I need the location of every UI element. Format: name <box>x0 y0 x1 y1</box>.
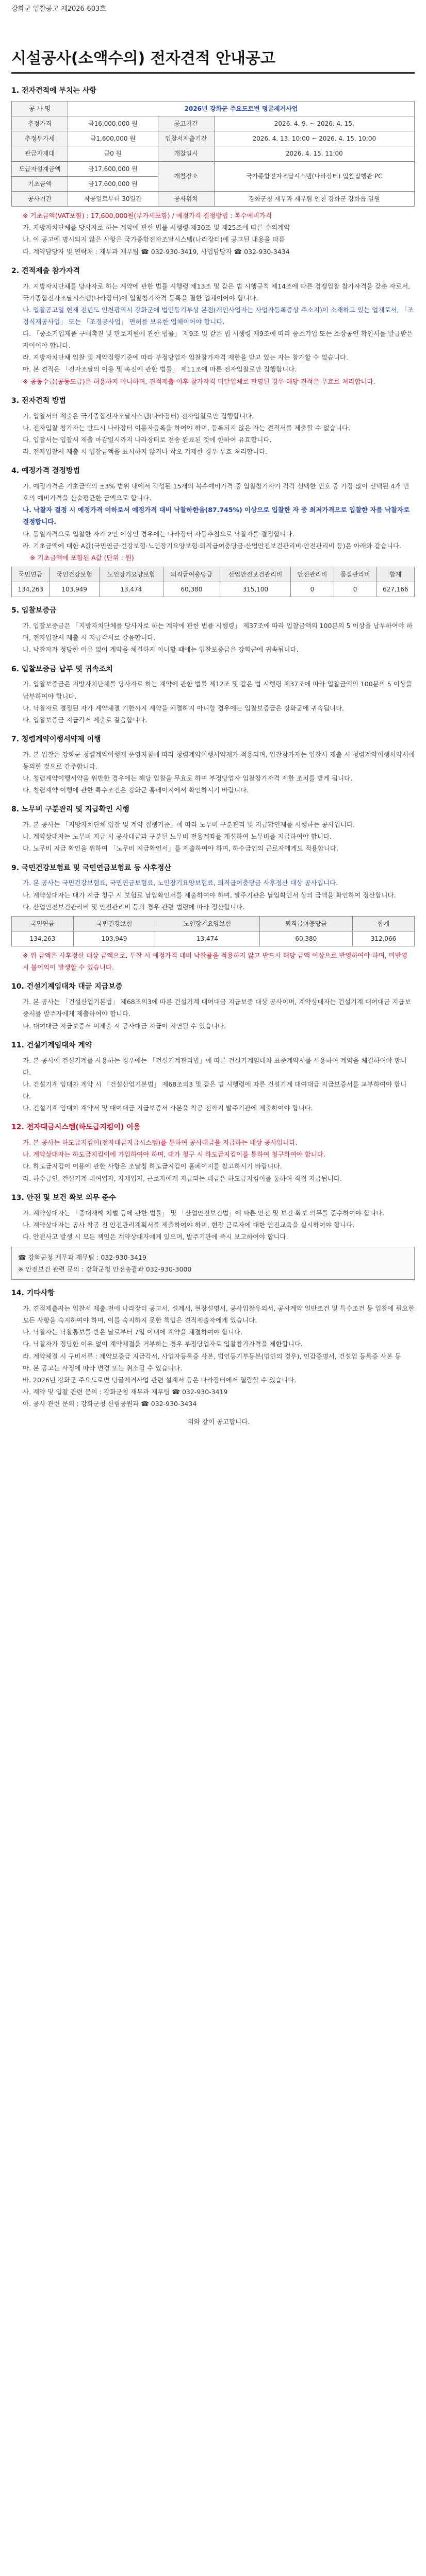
table-cell: 금17,600,000 원 <box>68 161 158 176</box>
list-item: 라. 기초금액에 대한 A값(국민연금·건강보험·노인장기요양보험·퇴직급여충당금·산업안전보건관리비·안전관리비 등)은 아래와 같습니다. <box>23 541 402 550</box>
table-cell: 2026. 4. 9. ~ 2026. 4. 15. <box>214 116 414 131</box>
list-item: 라. 전자입찰서 제출 시 입찰금액을 표시하지 않거나 착오 기재한 경우 무효 처리합니다. <box>23 447 268 455</box>
table-cell: 627,166 <box>376 582 414 597</box>
table-row <box>12 192 415 207</box>
list-item: 가. 본 공사는 「지방자치단체 입찰 및 계약 집행기준」에 따라 노무비 구분관리 및 지급확인제를 시행하는 공사입니다. <box>23 821 355 829</box>
list-item: 다. 건설기계 임대차 계약서 및 대여대금 지급보증서 사본을 착공 전까지 발주기관에 제출하여야 합니다. <box>23 1104 313 1112</box>
closing-text: 위와 같이 공고합니다. <box>187 1418 250 1426</box>
table-header: 합계 <box>353 916 415 931</box>
section-heading: 13. 안전 및 보건 확보 의무 준수 <box>11 1193 116 1202</box>
table-cell: 13,474 <box>155 931 260 946</box>
table-header: 국민연금 <box>12 567 50 582</box>
list-item: 아. 공사 관련 문의 : 강화군청 산림공원과 ☎ 032-930-3434 <box>23 1400 197 1408</box>
table-cell: 국가종합전자조달시스템(나라장터) 입찰집행관 PC <box>214 161 414 191</box>
list-item: 마. 본 공고는 사정에 따라 변경 또는 취소될 수 있습니다. <box>23 1364 183 1372</box>
table-cell: 134,263 <box>12 931 74 946</box>
list-item: 가. 본 공사는 하도급지킴이(전자대금지급시스템)를 통하여 공사대금을 지급하는 대상 공사입니다. <box>23 1139 298 1147</box>
title-block <box>11 45 415 74</box>
list-item: 나. 낙찰자 결정 시 예정가격 이하로서 예정가격 대비 낙찰하한율(87.745%) 이상으로 입찰한 자 중 최저가격으로 입찰한 자를 낙찰자로 결정합니다. <box>23 506 410 526</box>
list-item: 바. 2026년 강화군 주요도로변 덩굴제거사업 관련 설계서 등은 나라장터에서 열람할 수 있습니다. <box>23 1376 297 1384</box>
page-title: 시설공사(소액수의) 전자견적 안내공고 <box>11 49 275 67</box>
table-row <box>12 116 415 131</box>
table-header: 국민연금 <box>12 916 74 931</box>
table-cell: 개찰일시 <box>158 146 214 161</box>
list-item: 다. 동일가격으로 입찰한 자가 2인 이상인 경우에는 나라장터 자동추첨으로 낙찰자를 결정합니다. <box>23 530 294 538</box>
list-item: 나. 계약상대자는 대가 지급 청구 시 보험료 납입확인서를 제출하여야 하며, 발주기관은 납입확인서 상의 금액을 확인하여 정산합니다. <box>23 891 396 899</box>
table-cell: 312,066 <box>353 931 415 946</box>
list-item: 다. 입찰서는 입찰서 제출 마감일시까지 나라장터로 전송 완료된 것에 한하여 유효합니다. <box>23 435 272 444</box>
table-cell: 관급자재대 <box>12 146 68 161</box>
table-cell: 0 <box>334 582 376 597</box>
section-deposit-attribution <box>11 663 415 726</box>
section-equipment-lease <box>11 1039 415 1114</box>
title-divider <box>11 72 415 74</box>
section-heading: 2. 견적제출 참가자격 <box>11 266 80 275</box>
list-item: 가. 본 공사는 국민건강보험료, 국민연금보험료, 노인장기요양보험료, 퇴직급여충당금 사후정산 대상 공사입니다. <box>23 879 338 887</box>
table-cell: 공사위치 <box>158 192 214 207</box>
list-item: 다. 「중소기업제품 구매촉진 및 판로지원에 관한 법률」 제9조 및 같은 법 시행령 제9조에 따라 중소기업 또는 소상공인 확인서를 발급받은 자이어야 합니다. <box>23 330 413 350</box>
notice-number: 강화군 입찰공고 제2026-603호 <box>11 5 106 13</box>
table-cell: 추정가격 <box>12 116 68 131</box>
contact-line: ※ 안전보건 관련 문의 : 강화군청 안전총괄과 032-930-3000 <box>18 1265 192 1274</box>
list-item: 다. 안전사고 발생 시 모든 책임은 계약상대자에게 있으며, 발주기관에 즉시 보고하여야 합니다. <box>23 1232 288 1241</box>
table-header: 품질관리비 <box>334 567 376 582</box>
note-text: ※ 기초금액(VAT포함) : 17,600,000원(부가세포함) / 예정가격 결정방법 : 복수예비가격 <box>23 212 272 220</box>
list-item: 가. 본 공사에 건설기계를 사용하는 경우에는 「건설기계관리법」에 따른 건설기계임대차 표준계약서를 사용하여 계약을 체결하여야 합니다. <box>23 1056 407 1076</box>
list-item: 라. 하수급인, 건설기계 대여업자, 자재업자, 근로자에게 지급되는 대금은 하도급지킴이를 통하여 직접 지급됩니다. <box>23 1174 342 1182</box>
section-misc <box>11 1287 415 1428</box>
list-item: 가. 예정가격은 기초금액의 ±3% 범위 내에서 작성된 15개의 복수예비가격 중 입찰참가자가 각각 선택한 번호 중 가장 많이 선택된 4개 번호의 예비가격을 산술평균한 금액으로 합니다. <box>23 482 409 502</box>
list-item: 나. 계약상대자는 하도급지킴이에 가입하여야 하며, 대가 청구 시 하도급지킴이를 통하여 청구하여야 합니다. <box>23 1150 325 1159</box>
list-item: 다. 노무비 지급 확인을 위하여 「노무비 지급확인서」를 제출하여야 하며, 하수급인의 근로자에게도 적용합니다. <box>23 844 338 853</box>
section-method <box>11 395 415 457</box>
table-header: 국민건강보험 <box>50 567 100 582</box>
table-header: 노인장기요양보험 <box>100 567 163 582</box>
note-text: ※ 위 금액은 사후정산 대상 금액으로, 투찰 시 예정가격 대비 낙찰률을 적용하지 않고 반드시 해당 금액 이상으로 반영하여야 하며, 미반영 시 불이익이 발생할 수 있습니다. <box>23 952 407 972</box>
table-row <box>12 161 415 176</box>
list-item: 나. 계약상대자는 공사 착공 전 안전관리계획서를 제출하여야 하며, 현장 근로자에 대한 안전교육을 실시하여야 합니다. <box>23 1221 355 1229</box>
table-cell: 315,100 <box>220 582 291 597</box>
list-item: 라. 지방자치단체 입찰 및 계약집행기준에 따라 부정당업자 입찰참가자격 제한을 받고 있는 자는 참가할 수 없습니다. <box>23 353 349 362</box>
notice-body <box>11 77 415 1428</box>
list-item: 다. 낙찰자가 정당한 이유 없이 계약체결을 거부하는 경우 부정당업자로 입찰참가자격을 제한합니다. <box>23 1340 303 1348</box>
list-item: 다. 산업안전보건관리비 및 안전관리비 등의 경우 관련 법령에 따라 정산합니다. <box>23 903 245 911</box>
section-heading: 6. 입찰보증금 납부 및 귀속조치 <box>11 665 113 673</box>
table-header: 안전관리비 <box>291 567 334 582</box>
section-heading: 5. 입찰보증금 <box>11 606 57 615</box>
table-header-row <box>12 567 415 582</box>
section-eligibility <box>11 265 415 387</box>
section-labor-cost <box>11 803 415 854</box>
list-item: 다. 계약담당자 및 연락처 : 재무과 재무팀 ☎ 032-930-3419, 사업담당자 ☎ 032-930-3434 <box>23 247 290 256</box>
list-item: 나. 낙찰자가 정당한 이유 없이 계약을 체결하지 아니할 때에는 입찰보증금은 강화군에 귀속됩니다. <box>23 646 299 654</box>
section-heading: 3. 전자견적 방법 <box>11 396 66 405</box>
list-item: 나. 건설기계 임대차 계약 시 「건설산업기본법」 제68조의3 및 같은 법 시행령에 따른 건설기계 대여대금 지급보증서를 교부하여야 합니다. <box>23 1080 407 1100</box>
list-item: 가. 본 입찰은 강화군 청렴계약이행제 운영지침에 따라 청렴계약이행서약제가 적용되며, 입찰참가자는 입찰서 제출 시 청렴계약이행서약서에 동의한 것으로 간주합니다. <box>23 750 415 770</box>
section-safety <box>11 1192 415 1280</box>
table-header: 산업안전보건관리비 <box>220 567 291 582</box>
section-heading: 10. 건설기계임대차 대금 지급보증 <box>11 982 123 991</box>
section-integrity <box>11 733 415 796</box>
list-item: 나. 낙찰자로 결정된 자가 계약체결 기한까지 계약을 체결하지 아니할 경우에는 입찰보증금은 강화군에 귀속됩니다. <box>23 704 345 712</box>
table-header: 합계 <box>376 567 414 582</box>
list-item: 나. 전자입찰 참가자는 반드시 나라장터 이용자등록을 하여야 하며, 등록되지 않은 자는 견적서를 제출할 수 없습니다. <box>23 423 351 432</box>
table-row <box>12 931 415 946</box>
table-header-row <box>12 916 415 931</box>
table-cell: 공고기간 <box>158 116 214 131</box>
list-item: 가. 계약상대자는 「중대재해 처벌 등에 관한 법률」 및 「산업안전보건법」에 따른 안전 및 보건 확보 의무를 준수하여야 합니다. <box>23 1209 385 1217</box>
table-cell: 2026. 4. 15. 11:00 <box>214 146 414 161</box>
list-item: 다. 하도급지킴이 이용에 관한 사항은 조달청 하도급지킴이 홈페이지를 참고하시기 바랍니다. <box>23 1162 282 1171</box>
section-heading: 11. 건설기계임대차 계약 <box>11 1041 92 1049</box>
list-item: 가. 입찰보증금은 「지방자치단체를 당사자로 하는 계약에 관한 법률 시행령」 제37조에 따라 입찰금액의 100분의 5 이상을 납부하여야 하며, 전자입찰서 제출 시 지급각서로 갈음합니다. <box>23 622 413 642</box>
table-cell: 공 사 명 <box>12 101 68 116</box>
table-header: 국민건강보험 <box>73 916 155 931</box>
table-header: 퇴직급여충당금 <box>259 916 352 931</box>
list-item: 나. 계약상대자는 노무비 지급 시 공사대금과 구분된 노무비 전용계좌를 개설하여 노무비를 지급하여야 합니다. <box>23 833 332 841</box>
list-item: 다. 청렴계약 이행에 관한 특수조건은 강화군 홈페이지에서 확인하시기 바랍니다. <box>23 786 249 794</box>
table-cell: 금1,600,000 원 <box>68 131 158 146</box>
list-item: 가. 지방자치단체를 당사자로 하는 계약에 관한 법률 시행령 제30조 및 제25조에 따른 수의계약 <box>23 224 290 232</box>
table-cell: 103,949 <box>50 582 100 597</box>
table-cell: 60,380 <box>259 931 352 946</box>
overview-table <box>11 101 415 207</box>
table-row <box>12 146 415 161</box>
table-cell: 추정부가세 <box>12 131 68 146</box>
table-header: 노인장기요양보험 <box>155 916 260 931</box>
table-header: 퇴직급여충당금 <box>163 567 220 582</box>
list-item: 다. 입찰보증금 지급각서 제출로 갈음합니다. <box>23 716 148 724</box>
table-cell: 60,380 <box>163 582 220 597</box>
section-heading: 9. 국민건강보험료 및 국민연금보험료 등 사후정산 <box>11 863 171 872</box>
contact-line: ☎ 강화군청 재무과 재무팀 : 032-930-3419 <box>18 1253 146 1261</box>
a-value-table <box>11 567 415 597</box>
table-cell: 13,474 <box>100 582 163 597</box>
table-cell: 기초금액 <box>12 176 68 191</box>
table-cell: 입찰서제출기간 <box>158 131 214 146</box>
list-item: 가. 입찰보증금은 지방자치단체를 당사자로 하는 계약에 관한 법률 제12조 및 같은 법 시행령 제37조에 따라 입찰금액의 100분의 5 이상을 납부하여야 합니다. <box>23 680 412 700</box>
section-price <box>11 465 415 597</box>
table-cell: 0 <box>291 582 334 597</box>
section-heading: 1. 전자견적에 부치는 사항 <box>11 87 96 95</box>
section-heading: 14. 기타사항 <box>11 1289 55 1298</box>
list-item: 라. 계약체결 시 구비서류 : 계약보증금 지급각서, 사업자등록증 사본, 법인등기부등본(법인의 경우), 인감증명서, 건설업 등록증 사본 등 <box>23 1352 401 1360</box>
table-cell: 금0 원 <box>68 146 158 161</box>
list-item: 가. 견적제출자는 입찰서 제출 전에 나라장터 공고서, 설계서, 현장설명서, 공사입찰유의서, 공사계약 일반조건 및 특수조건 등 입찰에 필요한 모든 사항을 숙지하여야 하며, 이를 숙지하지 못한 책임은 견적제출자에게 있습니다. <box>23 1304 415 1325</box>
insurance-table <box>11 916 415 946</box>
project-name: 2026년 강화군 주요도로변 덩굴제거사업 <box>68 101 415 116</box>
list-item: 가. 본 공사는 「건설산업기본법」 제68조의3에 따른 건설기계 대여대금 지급보증 대상 공사이며, 계약상대자는 건설기계 대여대금 지급보증서를 발주자에게 제출하여야 합니다. <box>23 998 411 1018</box>
list-item: 나. 입찰공고일 현재 전년도 인천광역시 강화군에 법인등기부상 본점(개인사업자는 사업자등록증상 주소지)이 소재하고 있는 업체로서, 「조경식재공사업」 또는 「조경공사업」 면허를 보유한 업체이어야 합니다. <box>23 306 414 326</box>
section-heading: 4. 예정가격 결정방법 <box>11 467 80 476</box>
section-equipment-guarantee <box>11 980 415 1031</box>
table-cell: 134,263 <box>12 582 50 597</box>
table-cell: 금17,600,000 원 <box>68 176 158 191</box>
list-item: 나. 이 공고에 명시되지 않은 사항은 국가종합전자조달시스템(나라장터)에 공고된 내용을 따름 <box>23 235 285 244</box>
list-item: 가. 지방자치단체를 당사자로 하는 계약에 관한 법률 시행령 제13조 및 같은 법 시행규칙 제14조에 따른 경쟁입찰 참가자격을 갖춘 자로서, 국가종합전자조달시스템(나라장터)에 입찰참가자격 등록을 필한 업체이어야 합니다. <box>23 282 411 302</box>
table-cell: 도급자설계금액 <box>12 161 68 176</box>
list-item: 나. 대여대금 지급보증서 미제출 시 공사대금 지급이 지연될 수 있습니다. <box>23 1022 226 1030</box>
table-cell: 103,949 <box>73 931 155 946</box>
table-cell: 공사기간 <box>12 192 68 207</box>
table-cell: 강화군청 재무과 재무팀 인천 강화군 강화읍 일원 <box>214 192 414 207</box>
section-overview <box>11 84 415 258</box>
table-cell: 개찰장소 <box>158 161 214 191</box>
section-deposit <box>11 604 415 655</box>
section-heading: 8. 노무비 구분관리 및 지급확인 시행 <box>11 805 129 814</box>
table-cell: 금16,000,000 원 <box>68 116 158 131</box>
table-row <box>12 101 415 116</box>
table-cell: 2026. 4. 13. 10:00 ~ 2026. 4. 15. 10:00 <box>214 131 414 146</box>
list-item: 마. 본 견적은 「전자조달의 이용 및 촉진에 관한 법률」 제11조에 따른 전자입찰로만 집행합니다. <box>23 365 297 374</box>
list-item: 나. 청렴계약이행서약을 위반한 경우에는 해당 입찰을 무효로 하며 부정당업자 입찰참가자격 제한 조치를 받게 됩니다. <box>23 774 353 783</box>
table-cell: 착공일로부터 30일간 <box>68 192 158 207</box>
section-insurance <box>11 862 415 974</box>
list-item: 가. 입찰서의 제출은 국가종합전자조달시스템(나라장터) 전자입찰로만 집행합니다. <box>23 412 254 420</box>
note-text: ※ 공동수급(공동도급)은 허용하지 아니하며, 견적제출 이후 참가자격 미달업체로 판명된 경우 해당 견적은 무효로 처리합니다. <box>23 377 375 385</box>
section-heading: 12. 전자대금시스템(하도급지킴이) 이용 <box>11 1123 141 1132</box>
section-heading: 7. 청렴계약이행서약제 이행 <box>11 735 101 743</box>
section-payment-system <box>11 1121 415 1184</box>
list-item: 나. 낙찰자는 낙찰통보를 받은 날로부터 7일 이내에 계약을 체결하여야 합니다. <box>23 1328 242 1336</box>
table-row <box>12 582 415 597</box>
table-row <box>12 131 415 146</box>
table-caption: ※ 기초금액에 포함된 A값 (단위 : 원) <box>30 553 134 562</box>
list-item: 사. 계약 및 입찰 관련 문의 : 강화군청 재무과 재무팀 ☎ 032-930-3419 <box>23 1387 228 1396</box>
contact-box <box>11 1247 415 1280</box>
